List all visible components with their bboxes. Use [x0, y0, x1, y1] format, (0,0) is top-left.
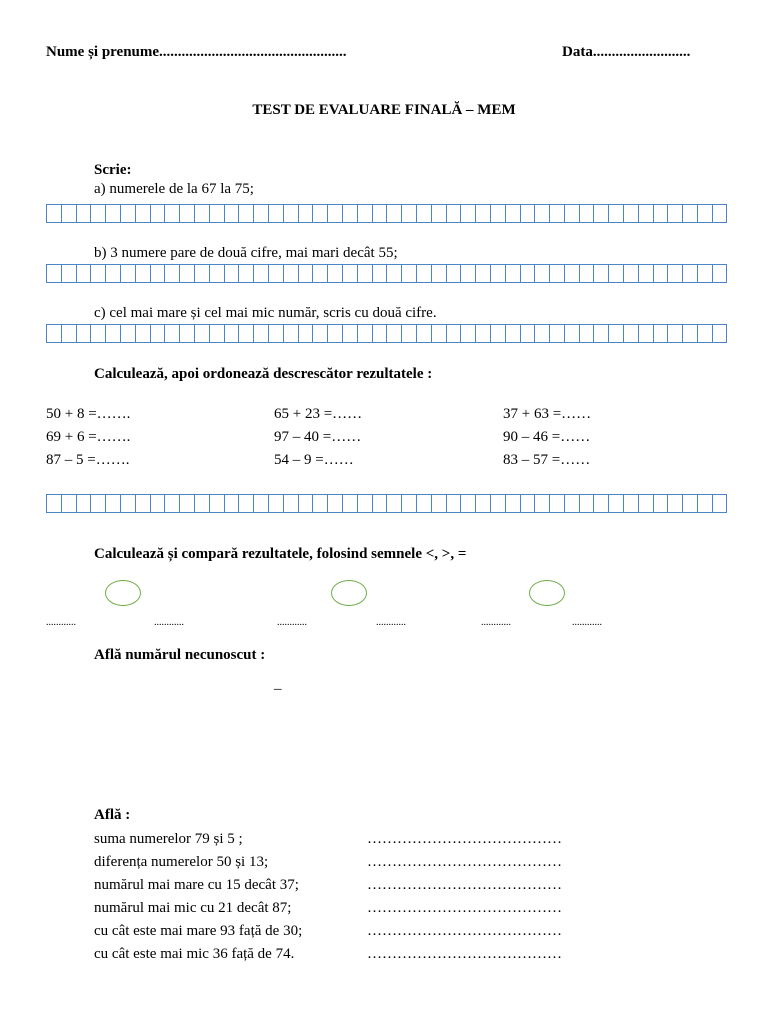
grid-cell[interactable] [61, 264, 76, 283]
grid-cell[interactable] [150, 204, 165, 223]
grid-cell[interactable] [283, 264, 298, 283]
grid-cell[interactable] [460, 204, 475, 223]
calc-col1-row2: 69 + 6 =……. [46, 429, 131, 445]
grid-cell[interactable] [490, 494, 505, 513]
compare-blank-3[interactable]: ............ [277, 617, 307, 628]
grid-cell[interactable] [608, 324, 623, 343]
grid-cell[interactable] [194, 264, 209, 283]
grid-cell[interactable] [386, 264, 401, 283]
calc-col1-row3: 87 – 5 =……. [46, 452, 130, 468]
grid-cell[interactable] [164, 494, 179, 513]
calc-col3-row1: 37 + 63 =…… [503, 406, 592, 422]
grid-cell[interactable] [712, 204, 727, 223]
compare-blank-4[interactable]: ............ [376, 617, 406, 628]
grid-cell[interactable] [549, 494, 564, 513]
grid-cell[interactable] [520, 494, 535, 513]
grid-cell[interactable] [342, 204, 357, 223]
grid-cell[interactable] [712, 324, 727, 343]
grid-cell[interactable] [298, 324, 313, 343]
grid-cell[interactable] [682, 204, 697, 223]
grid-cell[interactable] [549, 264, 564, 283]
grid-cell[interactable] [386, 324, 401, 343]
grid-cell[interactable] [712, 264, 727, 283]
answer-grid-c[interactable] [46, 324, 727, 343]
grid-cell[interactable] [105, 204, 120, 223]
grid-cell[interactable] [623, 324, 638, 343]
grid-cell[interactable] [638, 324, 653, 343]
find-answer-line-4[interactable]: ………………………………… [367, 900, 562, 916]
grid-cell[interactable] [446, 494, 461, 513]
grid-cell[interactable] [653, 204, 668, 223]
grid-cell[interactable] [564, 204, 579, 223]
grid-cell[interactable] [194, 204, 209, 223]
grid-cell[interactable] [90, 264, 105, 283]
grid-cell[interactable] [460, 494, 475, 513]
grid-cell[interactable] [268, 324, 283, 343]
grid-cell[interactable] [579, 324, 594, 343]
grid-cell[interactable] [386, 494, 401, 513]
grid-cell[interactable] [357, 204, 372, 223]
answer-grid-b[interactable] [46, 264, 727, 283]
grid-cell[interactable] [164, 324, 179, 343]
grid-cell[interactable] [283, 204, 298, 223]
grid-cell[interactable] [697, 264, 712, 283]
grid-cell[interactable] [401, 324, 416, 343]
grid-cell[interactable] [534, 204, 549, 223]
grid-cell[interactable] [579, 204, 594, 223]
section2-heading: Calculează, apoi ordonează descrescător rezultatele : [94, 366, 433, 382]
find-item-3: numărul mai mare cu 15 decât 37; [94, 877, 299, 893]
grid-cell[interactable] [61, 204, 76, 223]
grid-cell[interactable] [638, 264, 653, 283]
grid-cell[interactable] [312, 494, 327, 513]
grid-cell[interactable] [667, 264, 682, 283]
section3-heading: Calculează și compară rezultatele, folosind semnele <, >, = [94, 546, 467, 562]
find-item-4: numărul mai mic cu 21 decât 87; [94, 900, 292, 916]
find-item-2: diferența numerelor 50 și 13; [94, 854, 269, 870]
grid-cell[interactable] [431, 204, 446, 223]
grid-cell[interactable] [342, 264, 357, 283]
answer-grid-order[interactable] [46, 494, 727, 513]
calc-col2-row1: 65 + 23 =…… [274, 406, 363, 422]
grid-cell[interactable] [667, 324, 682, 343]
grid-cell[interactable] [76, 264, 91, 283]
grid-cell[interactable] [416, 204, 431, 223]
section1-item-c: c) cel mai mare și cel mai mic număr, scris cu două cifre. [94, 305, 437, 321]
grid-cell[interactable] [564, 494, 579, 513]
grid-cell[interactable] [283, 494, 298, 513]
grid-cell[interactable] [298, 494, 313, 513]
grid-cell[interactable] [120, 494, 135, 513]
grid-cell[interactable] [268, 494, 283, 513]
calc-col3-row3: 83 – 57 =…… [503, 452, 591, 468]
grid-cell[interactable] [298, 264, 313, 283]
find-item-5: cu cât este mai mare 93 față de 30; [94, 923, 303, 939]
grid-cell[interactable] [76, 494, 91, 513]
grid-cell[interactable] [372, 264, 387, 283]
compare-blank-1[interactable]: ............ [46, 617, 76, 628]
grid-cell[interactable] [416, 264, 431, 283]
grid-cell[interactable] [312, 264, 327, 283]
grid-cell[interactable] [238, 324, 253, 343]
grid-cell[interactable] [357, 494, 372, 513]
find-item-6: cu cât este mai mic 36 față de 74. [94, 946, 295, 962]
grid-cell[interactable] [253, 324, 268, 343]
grid-cell[interactable] [697, 494, 712, 513]
grid-cell[interactable] [150, 324, 165, 343]
grid-cell[interactable] [386, 204, 401, 223]
page-title: TEST DE EVALUARE FINALĂ – MEM [252, 102, 516, 118]
grid-cell[interactable] [135, 264, 150, 283]
find-answer-line-5[interactable]: ………………………………… [367, 923, 562, 939]
grid-cell[interactable] [505, 494, 520, 513]
compare-blank-5[interactable]: ............ [481, 617, 511, 628]
grid-cell[interactable] [105, 264, 120, 283]
grid-cell[interactable] [460, 264, 475, 283]
grid-cell[interactable] [372, 204, 387, 223]
grid-cell[interactable] [327, 204, 342, 223]
grid-cell[interactable] [179, 324, 194, 343]
grid-cell[interactable] [608, 204, 623, 223]
grid-cell[interactable] [653, 324, 668, 343]
grid-cell[interactable] [238, 204, 253, 223]
grid-cell[interactable] [416, 324, 431, 343]
grid-cell[interactable] [505, 264, 520, 283]
section1-item-a: a) numerele de la 67 la 75; [94, 181, 254, 197]
calc-col2-row3: 54 – 9 =…… [274, 452, 354, 468]
find-answer-line-6[interactable]: ………………………………… [367, 946, 562, 962]
grid-cell[interactable] [46, 324, 61, 343]
grid-cell[interactable] [638, 204, 653, 223]
grid-cell[interactable] [372, 494, 387, 513]
grid-cell[interactable] [105, 494, 120, 513]
grid-cell[interactable] [209, 204, 224, 223]
grid-cell[interactable] [534, 264, 549, 283]
grid-cell[interactable] [194, 494, 209, 513]
calc-col2-row2: 97 – 40 =…… [274, 429, 362, 445]
grid-cell[interactable] [120, 324, 135, 343]
grid-cell[interactable] [623, 204, 638, 223]
grid-cell[interactable] [179, 264, 194, 283]
grid-cell[interactable] [653, 494, 668, 513]
grid-cell[interactable] [209, 324, 224, 343]
grid-cell[interactable] [238, 494, 253, 513]
grid-cell[interactable] [593, 204, 608, 223]
grid-cell[interactable] [164, 264, 179, 283]
grid-cell[interactable] [653, 264, 668, 283]
grid-cell[interactable] [490, 204, 505, 223]
grid-cell[interactable] [579, 494, 594, 513]
compare-blank-6[interactable]: ............ [572, 617, 602, 628]
find-item-1: suma numerelor 79 și 5 ; [94, 831, 243, 847]
grid-cell[interactable] [431, 264, 446, 283]
find-answer-line-1[interactable]: ………………………………… [367, 831, 562, 847]
grid-cell[interactable] [253, 264, 268, 283]
compare-oval-3[interactable] [529, 580, 565, 606]
grid-cell[interactable] [475, 494, 490, 513]
date-field-label: Data.......................... [562, 44, 691, 60]
calc-col1-row1: 50 + 8 =……. [46, 406, 131, 422]
grid-cell[interactable] [682, 264, 697, 283]
grid-cell[interactable] [312, 324, 327, 343]
grid-cell[interactable] [120, 264, 135, 283]
grid-cell[interactable] [268, 204, 283, 223]
grid-cell[interactable] [164, 204, 179, 223]
grid-cell[interactable] [549, 324, 564, 343]
grid-cell[interactable] [61, 494, 76, 513]
grid-cell[interactable] [564, 324, 579, 343]
grid-cell[interactable] [298, 204, 313, 223]
grid-cell[interactable] [401, 264, 416, 283]
grid-cell[interactable] [490, 264, 505, 283]
grid-cell[interactable] [460, 324, 475, 343]
section4-heading: Află numărul necunoscut : [94, 647, 266, 663]
compare-oval-1[interactable] [105, 580, 141, 606]
grid-cell[interactable] [209, 494, 224, 513]
grid-cell[interactable] [46, 494, 61, 513]
grid-cell[interactable] [431, 494, 446, 513]
grid-cell[interactable] [150, 264, 165, 283]
grid-cell[interactable] [697, 204, 712, 223]
grid-cell[interactable] [490, 324, 505, 343]
grid-cell[interactable] [357, 324, 372, 343]
grid-cell[interactable] [209, 264, 224, 283]
grid-cell[interactable] [431, 324, 446, 343]
compare-blank-2[interactable]: ............ [154, 617, 184, 628]
grid-cell[interactable] [357, 264, 372, 283]
grid-cell[interactable] [150, 494, 165, 513]
grid-cell[interactable] [564, 264, 579, 283]
grid-cell[interactable] [505, 324, 520, 343]
grid-cell[interactable] [224, 324, 239, 343]
grid-cell[interactable] [593, 494, 608, 513]
grid-cell[interactable] [623, 264, 638, 283]
grid-cell[interactable] [520, 264, 535, 283]
grid-cell[interactable] [475, 324, 490, 343]
grid-cell[interactable] [224, 494, 239, 513]
grid-cell[interactable] [446, 264, 461, 283]
grid-cell[interactable] [76, 324, 91, 343]
grid-cell[interactable] [179, 204, 194, 223]
unknown-number-dash: – [274, 681, 282, 697]
grid-cell[interactable] [135, 494, 150, 513]
grid-cell[interactable] [475, 204, 490, 223]
grid-cell[interactable] [520, 204, 535, 223]
grid-cell[interactable] [401, 494, 416, 513]
grid-cell[interactable] [327, 494, 342, 513]
compare-oval-2[interactable] [331, 580, 367, 606]
grid-cell[interactable] [593, 264, 608, 283]
grid-cell[interactable] [224, 204, 239, 223]
grid-cell[interactable] [224, 264, 239, 283]
find-answer-line-2[interactable]: ………………………………… [367, 854, 562, 870]
grid-cell[interactable] [90, 324, 105, 343]
grid-cell[interactable] [416, 494, 431, 513]
grid-cell[interactable] [327, 324, 342, 343]
grid-cell[interactable] [135, 324, 150, 343]
name-field-label: Nume și prenume.................................................. [46, 44, 347, 60]
answer-grid-a[interactable] [46, 204, 727, 223]
grid-cell[interactable] [342, 494, 357, 513]
grid-cell[interactable] [682, 494, 697, 513]
section1-item-b: b) 3 numere pare de două cifre, mai mari decât 55; [94, 245, 398, 261]
grid-cell[interactable] [520, 324, 535, 343]
grid-cell[interactable] [76, 204, 91, 223]
section1-heading: Scrie: [94, 162, 132, 178]
grid-cell[interactable] [238, 264, 253, 283]
grid-cell[interactable] [505, 204, 520, 223]
grid-cell[interactable] [312, 204, 327, 223]
grid-cell[interactable] [534, 494, 549, 513]
grid-cell[interactable] [61, 324, 76, 343]
section5-heading: Află : [94, 807, 131, 823]
grid-cell[interactable] [446, 204, 461, 223]
grid-cell[interactable] [667, 204, 682, 223]
grid-cell[interactable] [46, 264, 61, 283]
grid-cell[interactable] [638, 494, 653, 513]
find-answer-line-3[interactable]: ………………………………… [367, 877, 562, 893]
grid-cell[interactable] [593, 324, 608, 343]
grid-cell[interactable] [608, 264, 623, 283]
grid-cell[interactable] [105, 324, 120, 343]
grid-cell[interactable] [327, 264, 342, 283]
grid-cell[interactable] [283, 324, 298, 343]
grid-cell[interactable] [697, 324, 712, 343]
calc-col3-row2: 90 – 46 =…… [503, 429, 591, 445]
grid-cell[interactable] [446, 324, 461, 343]
grid-cell[interactable] [534, 324, 549, 343]
grid-cell[interactable] [682, 324, 697, 343]
grid-cell[interactable] [46, 204, 61, 223]
grid-cell[interactable] [712, 494, 727, 513]
grid-cell[interactable] [342, 324, 357, 343]
grid-cell[interactable] [372, 324, 387, 343]
grid-cell[interactable] [253, 204, 268, 223]
grid-cell[interactable] [90, 204, 105, 223]
grid-cell[interactable] [623, 494, 638, 513]
grid-cell[interactable] [194, 324, 209, 343]
grid-cell[interactable] [90, 494, 105, 513]
grid-cell[interactable] [401, 204, 416, 223]
grid-cell[interactable] [579, 264, 594, 283]
grid-cell[interactable] [608, 494, 623, 513]
grid-cell[interactable] [475, 264, 490, 283]
grid-cell[interactable] [120, 204, 135, 223]
grid-cell[interactable] [179, 494, 194, 513]
grid-cell[interactable] [667, 494, 682, 513]
grid-cell[interactable] [549, 204, 564, 223]
grid-cell[interactable] [268, 264, 283, 283]
grid-cell[interactable] [135, 204, 150, 223]
grid-cell[interactable] [253, 494, 268, 513]
